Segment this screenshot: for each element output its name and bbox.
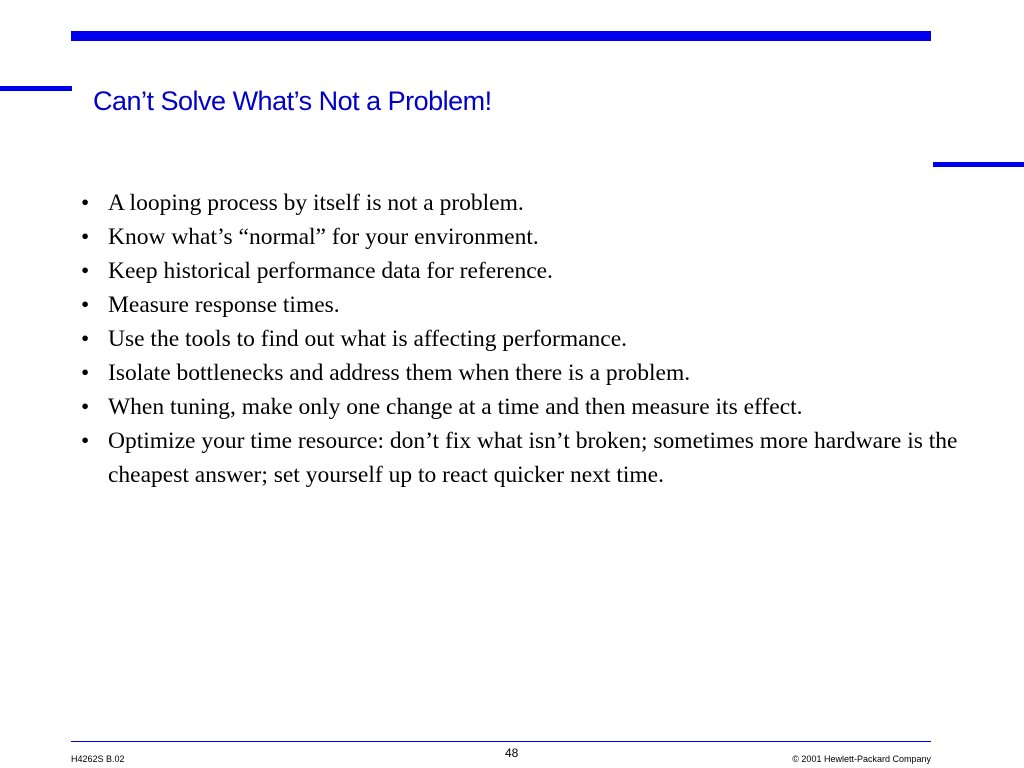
bullet-dot-icon: • <box>81 258 90 284</box>
bullet-dot-icon: • <box>81 360 90 386</box>
bullet-item <box>81 356 961 390</box>
bullet-dot-icon: • <box>81 394 90 420</box>
bullet-text: A looping process by itself is not a problem. <box>108 190 524 216</box>
bullet-text: Know what’s “normal” for your environment. <box>108 224 539 250</box>
bullet-dot-icon: • <box>81 292 90 318</box>
bullet-text: Isolate bottlenecks and address them when there is a problem. <box>108 360 691 386</box>
bullet-list <box>81 186 961 492</box>
bullet-text: Optimize your time resource: don’t fix what isn’t broken; sometimes more hardware is the cheapest answer; set yourself up to react quicker next time. <box>108 428 958 488</box>
page-number: 48 <box>505 746 519 760</box>
left-accent-bar <box>0 86 72 91</box>
bullet-dot-icon: • <box>81 224 90 250</box>
bullet-text: When tuning, make only one change at a time and then measure its effect. <box>108 394 803 420</box>
footer-rule <box>71 741 931 742</box>
bullet-item <box>81 322 961 356</box>
bullet-text: Use the tools to find out what is affecting performance. <box>108 326 628 352</box>
bullet-dot-icon: • <box>81 428 90 454</box>
bullet-dot-icon: • <box>81 326 90 352</box>
bullet-text: Measure response times. <box>108 292 340 318</box>
bullet-item <box>81 288 961 322</box>
top-accent-bar <box>71 31 931 41</box>
footer-course-code: H4262S B.02 <box>71 754 125 764</box>
slide-title: Can’t Solve What’s Not a Problem! <box>93 86 492 116</box>
right-accent-bar <box>933 162 1024 167</box>
bullet-item <box>81 186 961 220</box>
bullet-text: Keep historical performance data for reference. <box>108 258 553 284</box>
bullet-item <box>81 424 961 492</box>
bullet-item <box>81 390 961 424</box>
bullet-dot-icon: • <box>81 190 90 216</box>
bullet-item <box>81 254 961 288</box>
bullet-item <box>81 220 961 254</box>
footer-copyright: © 2001 Hewlett-Packard Company <box>792 754 931 764</box>
